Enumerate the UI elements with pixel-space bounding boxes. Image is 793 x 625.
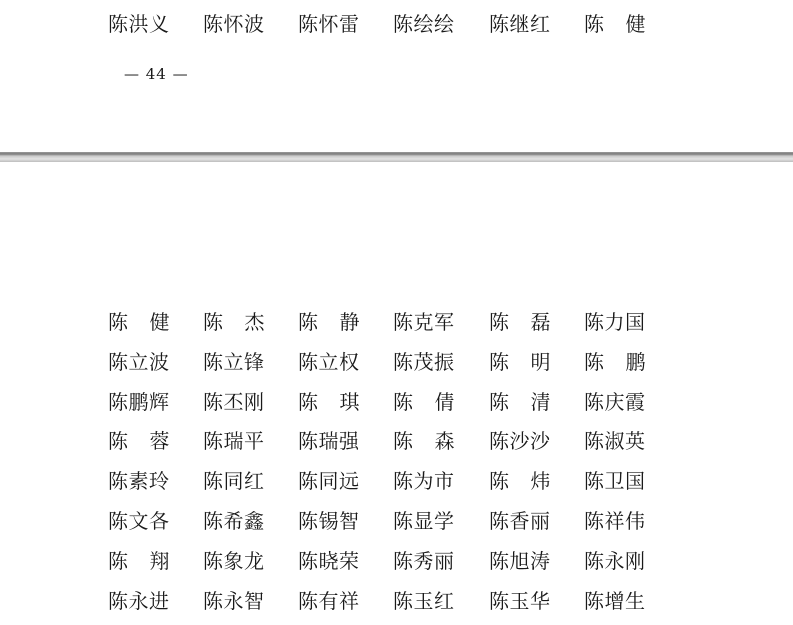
name-entry	[393, 388, 455, 416]
name-entry: 陈沙沙	[489, 429, 551, 454]
name-entry: 陈永智	[203, 588, 265, 613]
name-entry	[298, 388, 360, 416]
surname: 陈	[489, 349, 510, 374]
name-entry	[393, 427, 455, 455]
surname: 陈	[108, 548, 129, 573]
name-entry: 陈继红	[489, 12, 551, 36]
surname: 陈	[393, 429, 414, 454]
name-entry: 陈鹏辉	[108, 389, 170, 414]
name-entry: 陈立波	[108, 349, 170, 374]
given-name: 琪	[339, 389, 360, 414]
given-name: 静	[339, 310, 360, 334]
given-name: 磊	[530, 310, 551, 334]
name-entry: 陈永进	[108, 588, 170, 613]
surname: 陈	[489, 469, 510, 494]
name-entry: 陈显学	[393, 509, 455, 533]
given-name: 鹏	[625, 349, 646, 374]
name-entry: 陈庆霞	[584, 389, 646, 414]
name-entry: 陈力国	[584, 310, 646, 334]
name-entry: 陈克军	[393, 310, 455, 334]
name-entry: 陈秀丽	[393, 548, 455, 573]
name-entry: 陈怀雷	[298, 12, 360, 36]
given-name: 健	[149, 310, 170, 334]
name-entry: 陈瑞强	[298, 429, 360, 454]
given-name: 倩	[434, 389, 455, 414]
given-name: 翔	[149, 548, 170, 573]
name-entry: 陈素玲	[108, 469, 170, 494]
name-entry: 陈绘绘	[393, 12, 455, 36]
page-number: — 44 —	[124, 65, 189, 83]
name-entry: 陈为市	[393, 469, 455, 494]
name-entry: 陈茂振	[393, 349, 455, 374]
name-entry	[489, 348, 551, 376]
given-name: 蓉	[149, 429, 170, 454]
name-entry: 陈锡智	[298, 509, 360, 533]
name-entry: 陈同远	[298, 469, 360, 494]
name-entry	[108, 308, 170, 336]
name-entry: 陈象龙	[203, 548, 265, 573]
surname: 陈	[203, 310, 224, 334]
name-entry: 陈香丽	[489, 509, 551, 533]
name-entry: 陈瑞平	[203, 429, 265, 454]
name-entry: 陈卫国	[584, 469, 646, 494]
name-entry: 陈玉华	[489, 588, 551, 613]
name-entry: 陈永刚	[584, 548, 646, 573]
name-entry	[584, 348, 646, 376]
name-entry	[489, 388, 551, 416]
name-entry: 陈淑英	[584, 429, 646, 454]
name-entry	[298, 308, 360, 336]
surname: 陈	[584, 349, 605, 374]
name-entry: 陈晓荣	[298, 548, 360, 573]
name-entry	[584, 10, 646, 38]
given-name: 森	[434, 429, 455, 454]
page-separator	[0, 152, 793, 162]
surname: 陈	[108, 310, 129, 334]
given-name: 杰	[244, 310, 265, 334]
surname: 陈	[489, 389, 510, 414]
name-entry: 陈增生	[584, 588, 646, 613]
name-entry: 陈有祥	[298, 588, 360, 613]
surname: 陈	[584, 12, 605, 36]
document-page-45	[0, 162, 793, 625]
name-entry: 陈立权	[298, 349, 360, 374]
surname: 陈	[108, 429, 129, 454]
name-entry: 陈立锋	[203, 349, 265, 374]
surname: 陈	[298, 310, 319, 334]
given-name: 明	[530, 349, 551, 374]
given-name: 炜	[530, 469, 551, 494]
name-entry: 陈文各	[108, 509, 170, 533]
surname: 陈	[393, 389, 414, 414]
name-entry: 陈旭涛	[489, 548, 551, 573]
name-entry	[108, 427, 170, 455]
document-page-44	[0, 0, 793, 152]
surname: 陈	[489, 310, 510, 334]
name-entry	[203, 308, 265, 336]
given-name: 清	[530, 389, 551, 414]
name-entry: 陈洪义	[108, 12, 170, 36]
name-entry: 陈玉红	[393, 588, 455, 613]
surname: 陈	[298, 389, 319, 414]
name-entry	[489, 467, 551, 495]
name-entry	[489, 308, 551, 336]
name-entry	[108, 547, 170, 575]
given-name: 健	[625, 12, 646, 36]
name-entry: 陈祥伟	[584, 509, 646, 533]
name-entry: 陈同红	[203, 469, 265, 494]
name-entry: 陈希鑫	[203, 509, 265, 533]
name-entry: 陈怀波	[203, 12, 265, 36]
name-entry: 陈丕刚	[203, 389, 265, 414]
